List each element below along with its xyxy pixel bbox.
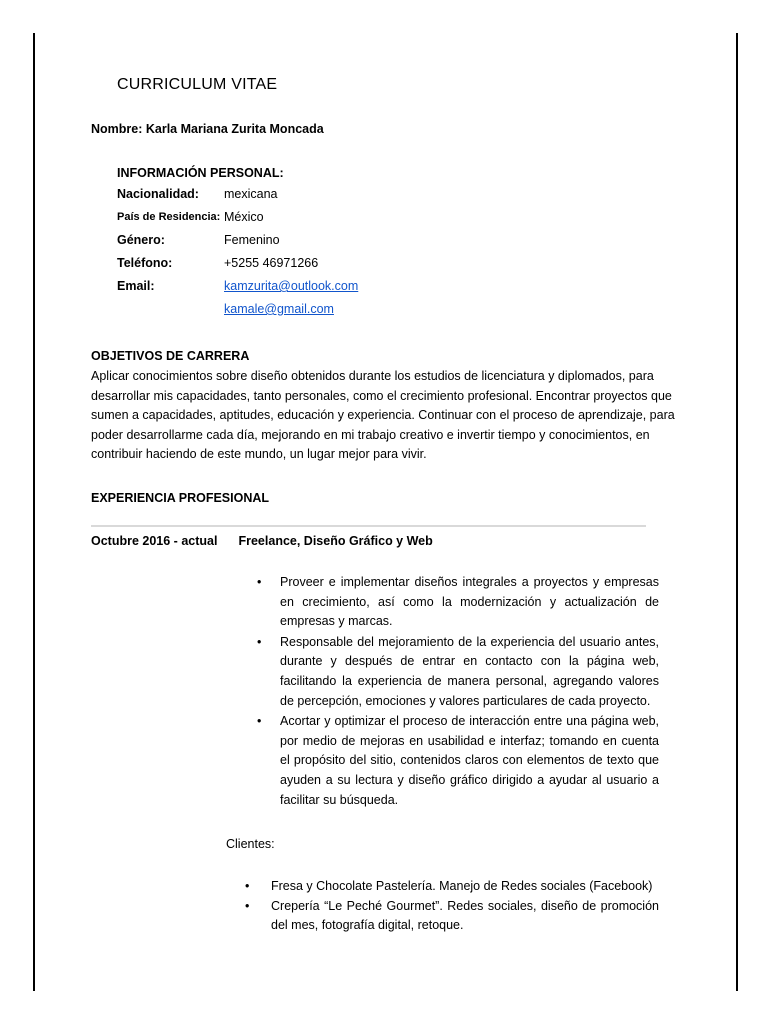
bullet-icon: • [257,634,262,649]
phone-label: Teléfono: [117,256,173,270]
phone-value: +5255 46971266 [224,256,319,270]
bullet-icon: • [257,714,262,729]
duty-text: Acortar y optimizar el proceso de interacción entre una página web, por medio de mejoras en usabilidad e interfaz; tomando en cuenta el propósito del sitio, contenidos claros con elementos de texto que ayuden a su lectura y diseño gráfico dirigido a ayudar al usuario a facilitar su búsqueda. [280,714,659,807]
document-title: CURRICULUM VITAE [117,76,278,93]
page-edge-left [33,33,35,991]
residence-value: México [224,210,264,224]
duty-item [257,712,659,810]
career-objectives-text: Aplicar conocimientos sobre diseño obtenidos durante los estudios de licenciatura y diplomados, para desarrollar mis capacidades, tanto personales, como el crecimiento profesional. Encontrar proyectos que sumen a capacidades, aptitudes, educación y experiencia. Continuar con el proceso de aprendizaje, para poder desarrollarme cada día, mejorando en mi trabajo creativo e invertir tiempo y conocimientos, en contribuir haciendo de este mundo, un lugar mejor para vivir. [91,369,675,462]
residence-row [117,206,358,229]
nationality-label: Nacionalidad: [117,187,199,201]
clients-list [245,877,659,936]
job-duties-list [257,573,659,811]
email-row [117,275,358,298]
client-text: Crepería “Le Peché Gourmet”. Redes sociales, diseño de promoción del mes, fotografía digital, retoque. [271,898,659,933]
nationality-row [117,183,358,206]
duty-text: Proveer e implementar diseños integrales a proyectos y empresas en crecimiento, así como la modernización y actualización de empresas y marcas. [280,575,659,629]
gender-label: Género: [117,233,165,247]
section-divider [91,525,646,527]
gender-row [117,229,358,252]
client-text: Fresa y Chocolate Pastelería. Manejo de Redes sociales (Facebook) [271,879,653,893]
page-edge-right [736,33,738,991]
duty-item [257,633,659,711]
duty-item [257,573,659,632]
experience-heading: EXPERIENCIA PROFESIONAL [91,491,270,505]
candidate-name: Nombre: Karla Mariana Zurita Moncada [91,122,324,136]
job-entry [91,534,433,548]
email-row-2 [117,298,358,321]
email-link-outlook[interactable]: kamzurita@outlook.com [224,279,359,293]
email-label: Email: [117,279,155,293]
bullet-icon: • [257,575,262,589]
email-link-gmail[interactable]: kamale@gmail.com [224,302,334,316]
duty-text: Responsable del mejoramiento de la experiencia del usuario antes, durante y después de entrar en contacto con la página web, facilitando la experiencia de manera personal, agregando valores de percepción, emociones y valores particulares de cada proyecto. [280,634,659,708]
career-objectives-heading: OBJETIVOS DE CARRERA [91,349,250,363]
nationality-value: mexicana [224,187,278,201]
job-period: Octubre 2016 - actual [91,534,218,548]
phone-row [117,252,358,275]
personal-info-section [117,166,358,321]
job-title: Freelance, Diseño Gráfico y Web [238,534,433,548]
clients-label: Clientes: [226,837,275,851]
client-item [245,877,659,897]
residence-label: País de Residencia: [117,211,221,223]
gender-value: Femenino [224,233,280,247]
bullet-icon: • [245,879,250,893]
career-objectives-section [91,349,677,465]
bullet-icon: • [245,898,250,913]
personal-info-heading: INFORMACIÓN PERSONAL: [117,166,284,180]
client-item [245,897,659,936]
